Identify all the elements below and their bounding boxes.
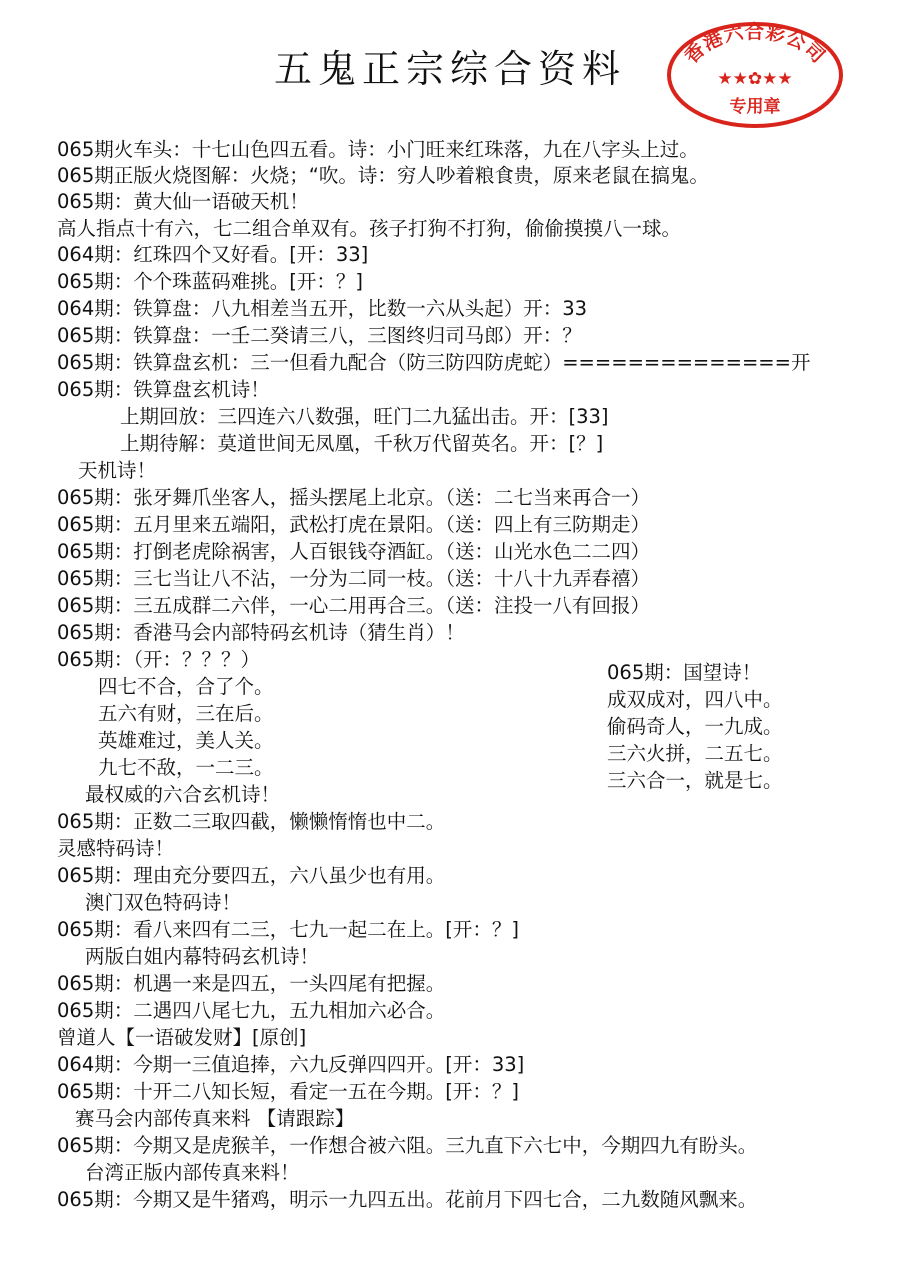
text-line: 九七不敌，一二三。 (98, 756, 274, 779)
seal-top-text: 香港六合彩公司 (680, 21, 830, 68)
text-line: 065期：十开二八知长短，看定一五在今期。[开：？] (57, 1080, 519, 1103)
seal-bottom-text: 专用章 (729, 97, 781, 117)
text-line: 高人指点十有六，七二组合单双有。孩子打狗不打狗，偷偷摸摸八一球。 (57, 217, 682, 240)
text-line: 四七不合，合了个。 (98, 675, 274, 698)
text-line: 064期：今期一三值追捧，六九反弹四四开。[开：33] (57, 1053, 525, 1076)
text-line: 065期：三七当让八不沾，一分为二同一枝。（送：十八十九弄春禧） (57, 567, 650, 590)
text-line: 065期：（开：？？？） (57, 648, 260, 671)
text-line: 065期火车头：十七山色四五看。诗：小门旺来红珠落，九在八字头上过。 (57, 138, 699, 161)
text-line: 065期：看八来四有二三，七九一起二在上。[开：？] (57, 918, 519, 941)
text-line: 065期：黄大仙一语破天机！ (57, 190, 309, 213)
text-line: 曾道人【一语破发财】[原创] (57, 1026, 307, 1049)
text-line: 065期：今期又是牛猪鸡，明示一九四五出。花前月下四七合，二九数随风飘来。 (57, 1188, 758, 1211)
text-line: 065期：三五成群二六伴，一心二用再合三。（送：注投一八有回报） (57, 594, 650, 617)
text-line: 上期待解：莫道世间无凤凰，千秋万代留英名。开：[？] (120, 432, 604, 455)
text-line: 065期：打倒老虎除祸害，人百银钱夺酒缸。（送：山光水色二二四） (57, 540, 650, 563)
text-line: 台湾正版内部传真来料！ (85, 1161, 300, 1184)
text-line: 065期：五月里来五端阳，武松打虎在景阳。（送：四上有三防期走） (57, 513, 650, 536)
text-line: 065期正版火烧图解：火烧；“吹。诗：穷人吵着粮食贵，原来老鼠在搞鬼。 (57, 164, 709, 187)
page-title: 五鬼正宗综合资料 (273, 47, 626, 91)
text-line: 灵感特码诗！ (57, 837, 175, 860)
text-line: 065期：香港马会内部特码玄机诗（猜生肖）！ (57, 621, 465, 644)
text-line: 最权威的六合玄机诗！ (85, 783, 281, 806)
text-line: 065期：张牙舞爪坐客人，摇头摆尾上北京。（送：二七当来再合一） (57, 486, 650, 509)
side-poem-line: 三六合一，就是七。 (607, 769, 783, 792)
text-line: 065期：个个珠蓝码难挑。[开：？] (57, 270, 363, 293)
text-line: 065期：铁算盘玄机诗！ (57, 378, 270, 401)
text-line: 澳门双色特码诗！ (85, 891, 242, 914)
text-line: 上期回放：三四连六八数强，旺门二九猛出击。开：[33] (120, 405, 609, 428)
side-poem-line: 成双成对，四八中。 (607, 688, 783, 711)
text-line: 065期：二遇四八尾七九，五九相加六必合。 (57, 999, 446, 1022)
text-line: 065期：铁算盘玄机：三一但看九配合（防三防四防虎蛇）==============开 (57, 351, 811, 374)
text-line: 英雄难过，美人关。 (98, 729, 274, 752)
text-line: 065期：铁算盘：一壬二癸请三八，三图终归司马郎）开：？ (57, 324, 582, 347)
text-line: 065期：正数二三取四截，懒懒惰惰也中二。 (57, 810, 446, 833)
text-line: 天机诗！ (78, 459, 157, 482)
company-seal (664, 20, 846, 130)
seal-stars: ★★✿★★ (717, 69, 793, 89)
side-poem-line: 三六火拼，二五七。 (607, 742, 783, 765)
text-line: 065期：理由充分要四五，六八虽少也有用。 (57, 864, 446, 887)
text-line: 赛马会内部传真来料 【请跟踪】 (75, 1107, 355, 1130)
text-line: 065期：机遇一来是四五，一头四尾有把握。 (57, 972, 446, 995)
side-poem-line: 偷码奇人，一九成。 (607, 715, 783, 738)
text-line: 064期：铁算盘：八九相差当五开，比数一六从头起）开：33 (57, 297, 588, 320)
text-line: 064期：红珠四个又好看。[开：33] (57, 243, 369, 266)
text-line: 065期：今期又是虎猴羊，一作想合被六阻。三九直下六七中，今期四九有盼头。 (57, 1134, 758, 1157)
text-line: 五六有财，三在后。 (98, 702, 274, 725)
side-poem-title: 065期：国望诗！ (607, 661, 762, 684)
text-line: 两版白姐内幕特码玄机诗！ (85, 945, 320, 968)
